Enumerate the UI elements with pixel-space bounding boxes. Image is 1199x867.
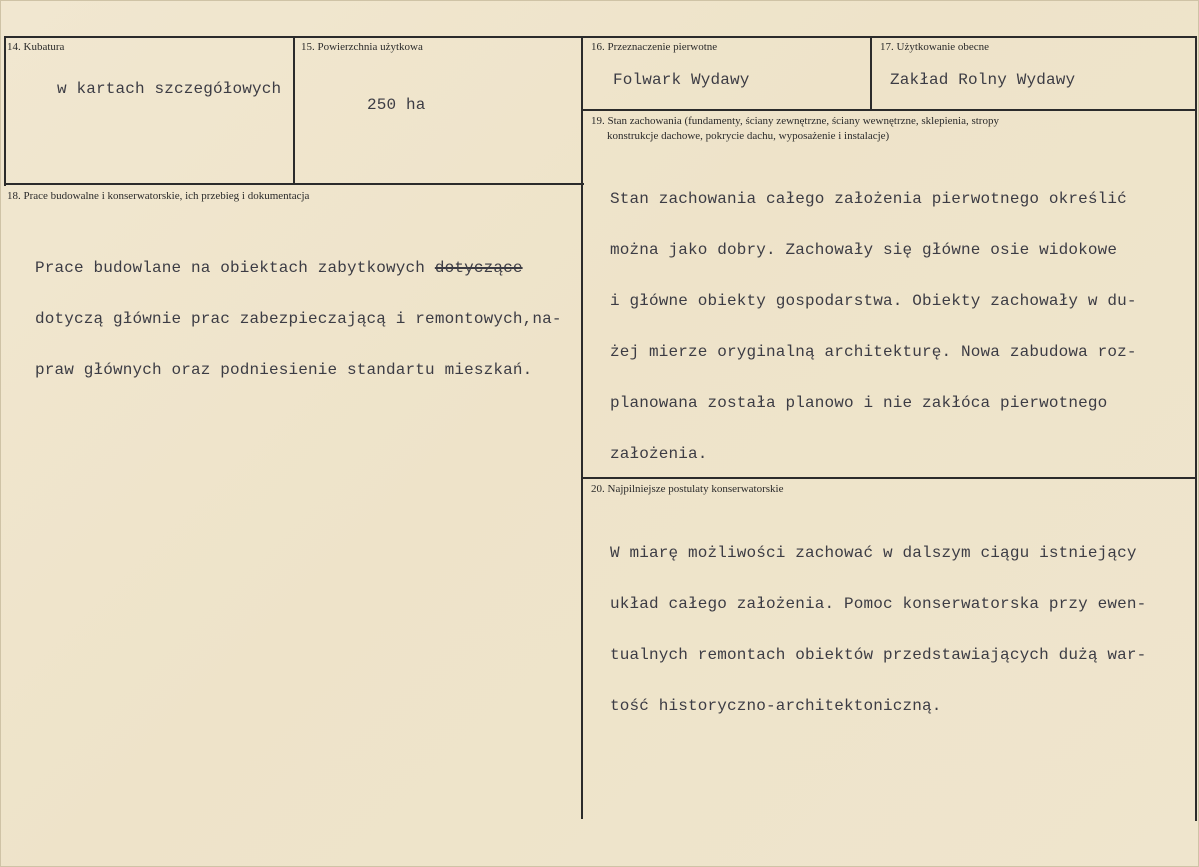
field-15-label: 15. Powierzchnia użytkowa bbox=[301, 41, 423, 53]
rule-14-15 bbox=[293, 36, 295, 185]
field-19-line: założenia. bbox=[610, 445, 708, 463]
field-19-line: żej mierze oryginalną architekturę. Nowa zabudowa roz- bbox=[610, 343, 1137, 361]
field-18-line-1-text: Prace budowlane na obiektach zabytkowych bbox=[35, 259, 435, 277]
field-14-value: w kartach szczegółowych bbox=[57, 80, 282, 98]
field-16-value: Folwark Wydawy bbox=[613, 71, 750, 89]
field-17-label: 17. Użytkowanie obecne bbox=[880, 41, 990, 53]
rule-16-17 bbox=[870, 36, 872, 111]
right-edge-rule bbox=[1195, 36, 1197, 821]
field-18-text bbox=[35, 226, 562, 413]
field-20-line: tualnych remontach obiektów przedstawiających dużą war- bbox=[610, 646, 1147, 664]
field-20-line: tość historyczno-architektoniczną. bbox=[610, 697, 942, 715]
field-19-line: i główne obiekty gospodarstwa. Obiekty zachowały w du- bbox=[610, 292, 1137, 310]
field-19-label-line-1: 19. Stan zachowania (fundamenty, ściany zewnętrzne, ściany wewnętrzne, sklepienia, stropy bbox=[591, 115, 999, 127]
field-18-line-3: praw głównych oraz podniesienie standartu mieszkań. bbox=[35, 361, 533, 379]
left-edge-rule bbox=[4, 36, 6, 186]
field-14-label: 14. Kubatura bbox=[7, 41, 65, 53]
top-rule bbox=[4, 36, 1197, 38]
field-19-line: planowana została planowo i nie zakłóca pierwotnego bbox=[610, 394, 1108, 412]
center-rule bbox=[581, 36, 583, 819]
field-20-line: W miarę możliwości zachować w dalszym ciągu istniejący bbox=[610, 544, 1137, 562]
field-20-text bbox=[610, 511, 1146, 749]
field-19-line: można jako dobry. Zachowały się główne osie widokowe bbox=[610, 241, 1118, 259]
field-18-label: 18. Prace budowalne i konserwatorskie, ich przebieg i dokumentacja bbox=[7, 190, 310, 202]
field-18-line-2: dotyczą głównie prac zabezpieczającą i remontowych,na- bbox=[35, 310, 562, 328]
rule-row1-right bbox=[582, 109, 1197, 111]
field-18-struck-word: dotyczące bbox=[434, 259, 523, 277]
field-20-line: układ całego założenia. Pomoc konserwatorska przy ewen- bbox=[610, 595, 1147, 613]
field-17-value: Zakład Rolny Wydawy bbox=[890, 71, 1076, 89]
field-15-value: 250 ha bbox=[367, 96, 426, 114]
field-19-line: Stan zachowania całego założenia pierwotnego określić bbox=[610, 190, 1127, 208]
field-16-label: 16. Przeznaczenie pierwotne bbox=[591, 41, 718, 53]
field-19-label-line-2: konstrukcje dachowe, pokrycie dachu, wyposażenie i instalacje) bbox=[607, 130, 890, 142]
field-18-line-1 bbox=[35, 260, 562, 277]
field-19-text bbox=[610, 157, 1137, 497]
field-20-label: 20. Najpilniejsze postulaty konserwatorskie bbox=[591, 483, 784, 495]
